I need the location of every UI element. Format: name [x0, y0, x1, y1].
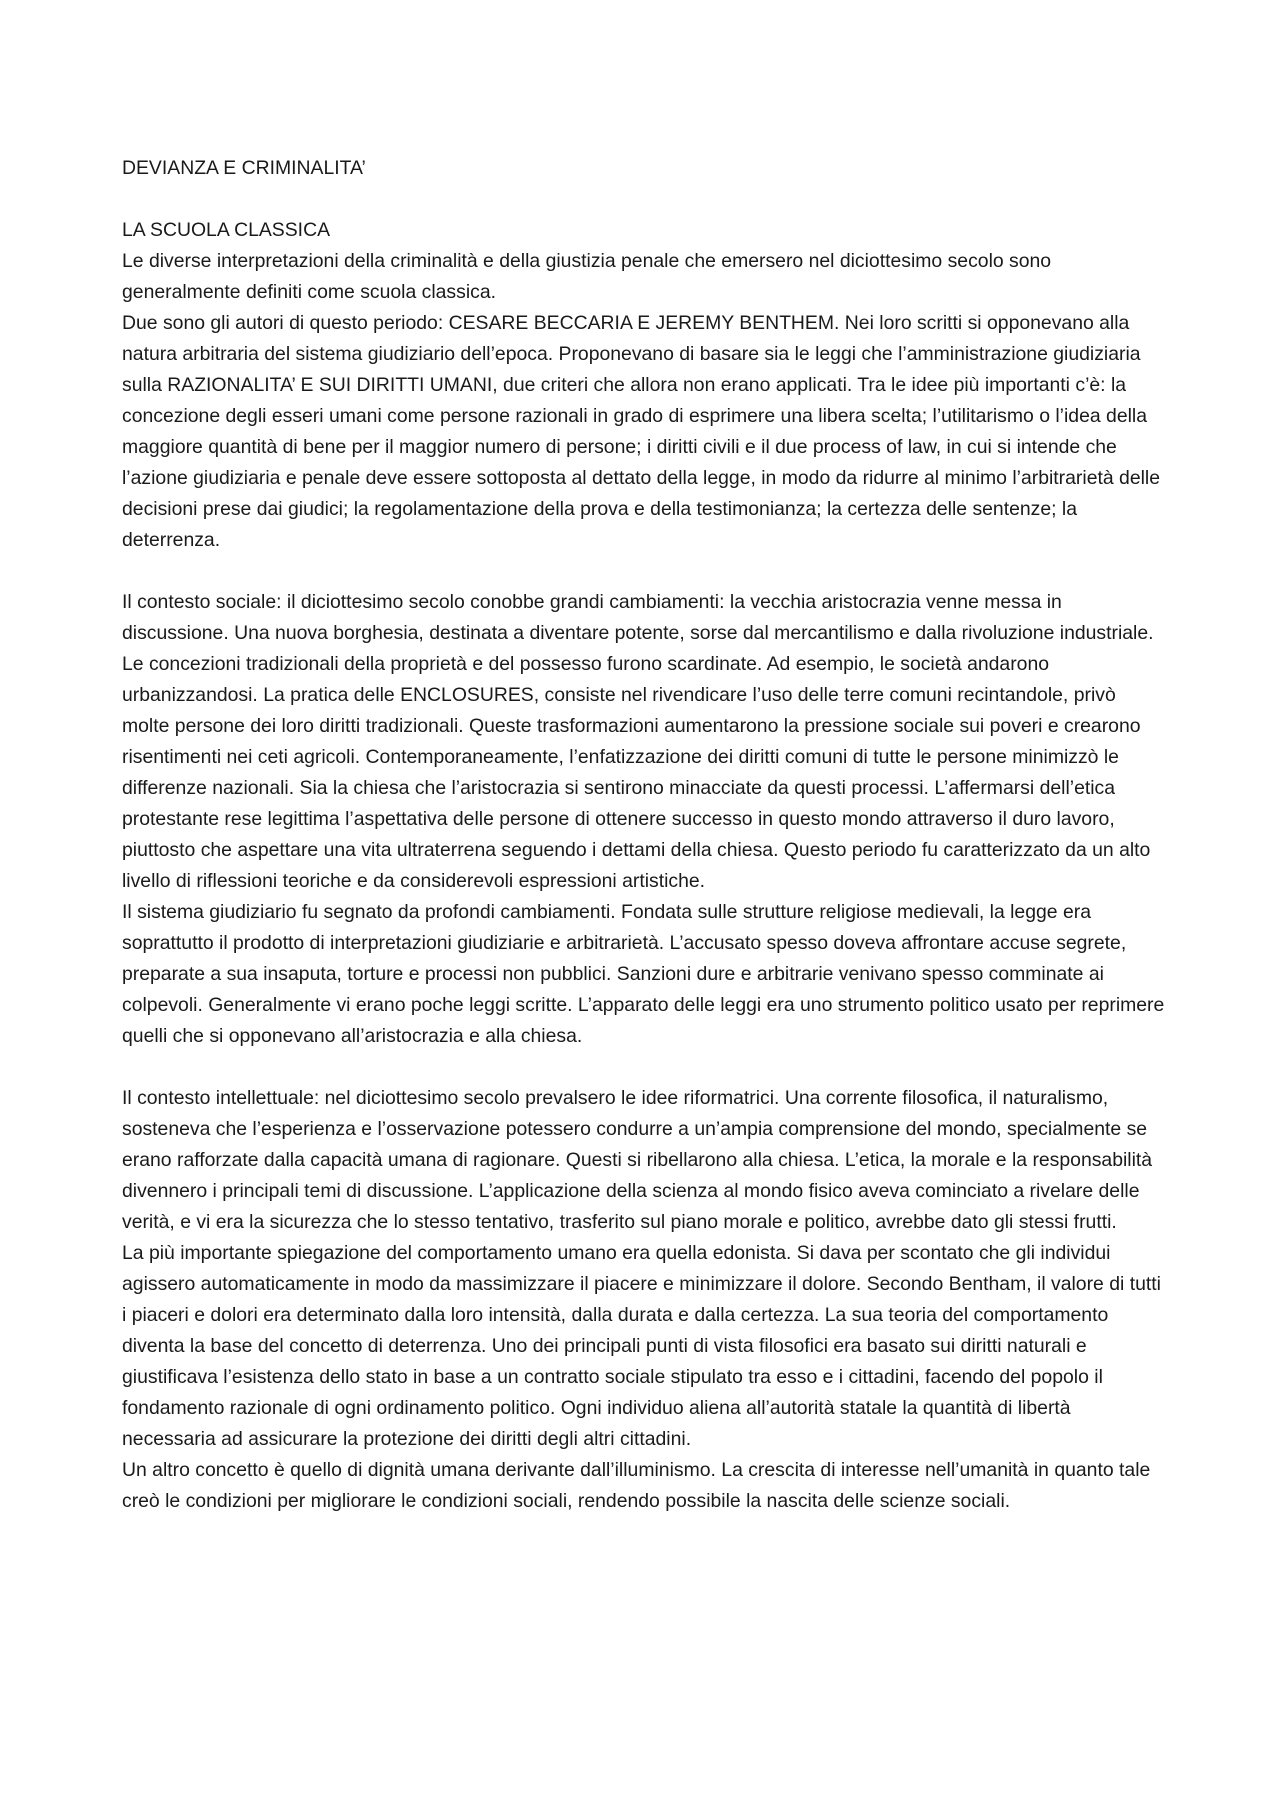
document-title: DEVIANZA E CRIMINALITA’: [122, 157, 366, 179]
paragraph-social-context: Il contesto sociale: il diciottesimo secolo conobbe grandi cambiamenti: la vecchia aristocrazia venne messa in discussione. Una nuova borghesia, destinata a diventare potente, sorse dal mercantilismo e dalla rivoluzione industriale. Le concezioni tradizionali della proprietà e del possesso furono scardinate. Ad esempio, le società andarono urbanizzandosi. La pratica delle ENCLOSURES, consiste nel rivendicare l’uso delle terre comuni recintandole, privò molte persone dei loro diritti tradizionali. Queste trasformazioni aumentarono la pressione sociale sui poveri e crearono risentimenti nei ceti agricoli. Contemporaneamente, l’enfatizzazione dei diritti comuni di tutte le persone minimizzò le differenze nazionali. Sia la chiesa che l’aristocrazia si sentirono minacciate da questi processi. L’affermarsi dell’etica protestante rese legittima l’aspettativa delle persone di ottenere successo in questo mondo attraverso il duro lavoro, piuttosto che aspettare una vita ultraterrena seguendo i dettami della chiesa. Questo periodo fu caratterizzato da un alto livello di riflessioni teoriche e da considerevoli espressioni artistiche.: [122, 591, 1154, 892]
blank-line: [122, 184, 1167, 215]
paragraph-human-dignity: Un altro concetto è quello di dignità umana derivante dall’illuminismo. La crescita di interesse nell’umanità in quanto tale creò le condizioni per migliorare le condizioni sociali, rendendo possibile la nascita delle scienze sociali.: [122, 1459, 1151, 1512]
paragraph-authors: Due sono gli autori di questo periodo: CESARE BECCARIA E JEREMY BENTHEM. Nei loro scritti si opponevano alla natura arbitraria del sistema giudiziario dell’epoca. Proponevano di basare sia le leggi che l’amministrazione giudiziaria sulla RAZIONALITA’ E SUI DIRITTI UMANI, due criteri che allora non erano applicati. Tra le idee più importanti c’è: la concezione degli esseri umani come persone razionali in grado di esprimere una libera scelta; l’utilitarismo o l’idea della maggiore quantità di bene per il maggior numero di persone; i diritti civili e il due process of law, in cui si intende che l’azione giudiziaria e penale deve essere sottoposta al dettato della legge, in modo da ridurre al minimo l’arbitrarietà delle decisioni prese dai giudici; la regolamentazione della prova e della testimonianza; la certezza delle sentenze; la deterrenza.: [122, 312, 1161, 551]
paragraph-judicial-system: Il sistema giudiziario fu segnato da profondi cambiamenti. Fondata sulle strutture religiose medievali, la legge era soprattutto il prodotto di interpretazioni giudiziarie e arbitrarietà. L’accusato spesso doveva affrontare accuse segrete, preparate a sua insaputa, torture e processi non pubblici. Sanzioni dure e arbitrarie venivano spesso comminate ai colpevoli. Generalmente vi erano poche leggi scritte. L’apparato delle leggi era uno strumento politico usato per reprimere quelli che si opponevano all’aristocrazia e alla chiesa.: [122, 901, 1165, 1047]
blank-line: [122, 1052, 1167, 1083]
paragraph-hedonism: La più importante spiegazione del comportamento umano era quella edonista. Si dava per scontato che gli individui agissero automaticamente in modo da massimizzare il piacere e minimizzare il dolore. Secondo Bentham, il valore di tutti i piaceri e dolori era determinato dalla loro intensità, dalla durata e dalla certezza. La sua teoria del comportamento diventa la base del concetto di deterrenza. Uno dei principali punti di vista filosofici era basato sui diritti naturali e giustificava l’esistenza dello stato in base a un contratto sociale stipulato tra esso e i cittadini, facendo del popolo il fondamento razionale di ogni ordinamento politico. Ogni individuo aliena all’autorità statale la quantità di libertà necessaria ad assicurare la protezione dei diritti degli altri cittadini.: [122, 1242, 1161, 1450]
document-body: [122, 153, 1167, 1517]
section-heading: LA SCUOLA CLASSICA: [122, 219, 331, 241]
blank-line: [122, 556, 1167, 587]
paragraph-intellectual-context: Il contesto intellettuale: nel diciottesimo secolo prevalsero le idee riformatrici. Una corrente filosofica, il naturalismo, sosteneva che l’esperienza e l’osservazione potessero condurre a un’ampia comprensione del mondo, specialmente se erano rafforzate dalla capacità umana di ragionare. Questi si ribellarono alla chiesa. L’etica, la morale e la responsabilità divennero i principali temi di discussione. L’applicazione della scienza al mondo fisico aveva cominciato a rivelare delle verità, e vi era la sicurezza che lo stesso tentativo, trasferito sul piano morale e politico, avrebbe dato gli stessi frutti.: [122, 1087, 1153, 1233]
paragraph-intro: Le diverse interpretazioni della criminalità e della giustizia penale che emersero nel diciottesimo secolo sono generalmente definiti come scuola classica.: [122, 250, 1052, 303]
